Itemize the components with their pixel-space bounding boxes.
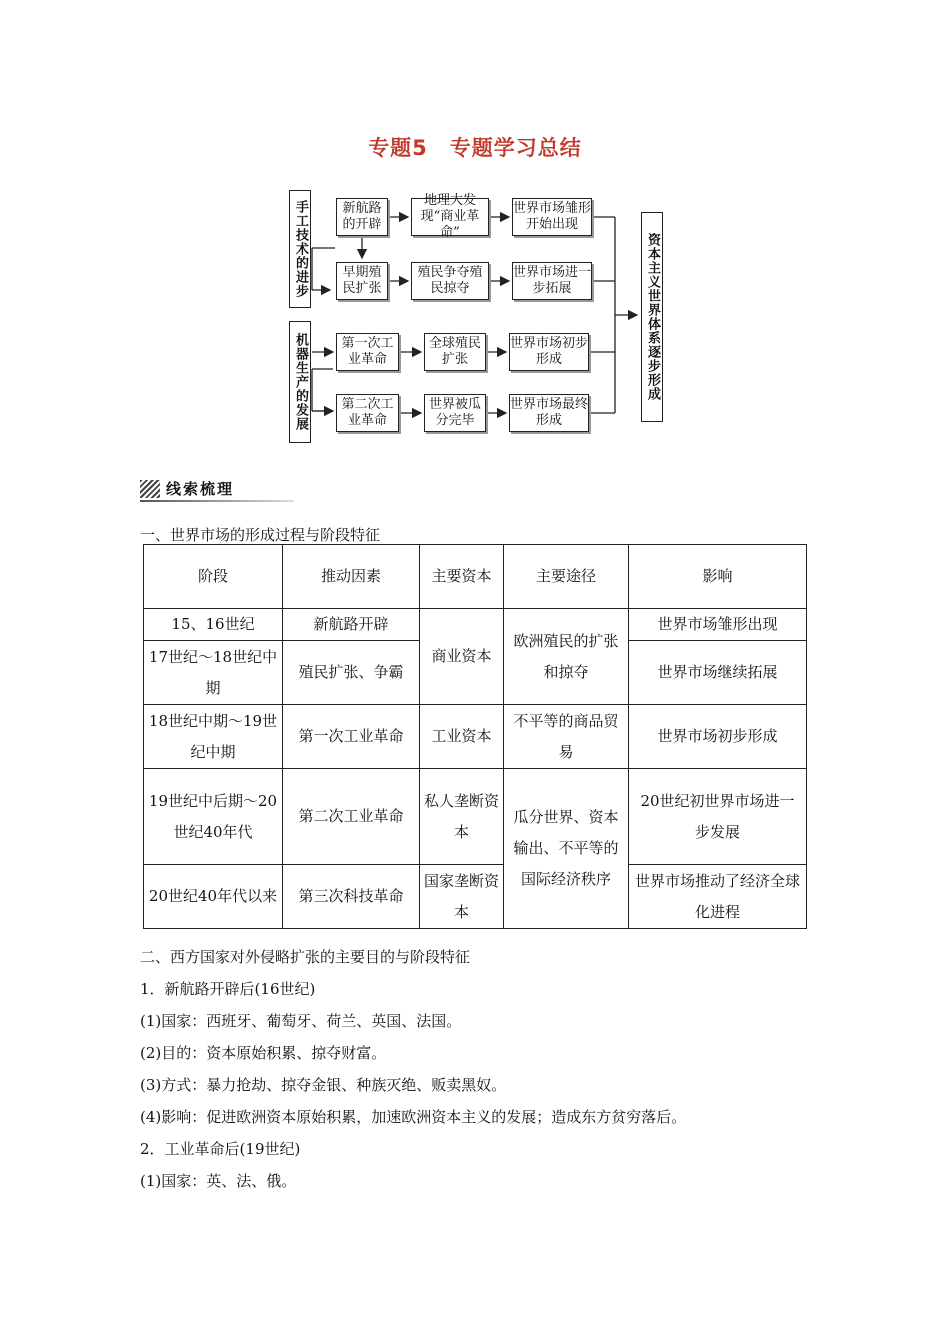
node-new-route: 新航路的开辟 xyxy=(336,198,388,236)
table-cell: 世界市场推动了经济全球化进程 xyxy=(629,865,807,929)
table-row xyxy=(144,609,807,641)
table-cell: 18世纪中期～19世纪中期 xyxy=(144,705,283,769)
node-market-final: 世界市场最终形成 xyxy=(509,394,589,432)
table-header-cell: 影响 xyxy=(629,545,807,609)
table-cell: 第三次科技革命 xyxy=(283,865,420,929)
table-cell: 15、16世纪 xyxy=(144,609,283,641)
node-colonial-contest: 殖民争夺殖民掠夺 xyxy=(411,262,489,300)
table-cell: 20世纪40年代以来 xyxy=(144,865,283,929)
node-market-initial: 世界市场初步形成 xyxy=(509,333,589,371)
text-line: (1)国家：西班牙、葡萄牙、荷兰、英国、法国。 xyxy=(140,1012,462,1030)
node-early-colonial: 早期殖民扩张 xyxy=(336,262,388,300)
table-header-cell: 阶段 xyxy=(144,545,283,609)
node-discovery: 地理大发现“商业革命” xyxy=(411,198,489,236)
table-cell: 19世纪中后期～20世纪40年代 xyxy=(144,769,283,865)
table-cell: 世界市场初步形成 xyxy=(629,705,807,769)
node-world-divided: 世界被瓜分完毕 xyxy=(424,394,486,432)
table-cell: 新航路开辟 xyxy=(283,609,420,641)
table-row xyxy=(144,705,807,769)
table-row xyxy=(144,769,807,865)
table-cell: 国家垄断资本 xyxy=(420,865,504,929)
table-cell: 瓜分世界、资本输出、不平等的国际经济秩序 xyxy=(504,769,629,929)
table-cell: 第一次工业革命 xyxy=(283,705,420,769)
table-row xyxy=(144,865,807,929)
node-market-expand: 世界市场进一步拓展 xyxy=(512,262,592,300)
text-line: (1)国家：英、法、俄。 xyxy=(140,1172,297,1190)
market-formation-table xyxy=(143,544,807,929)
table-cell: 欧洲殖民的扩张和掠夺 xyxy=(504,609,629,705)
table-cell: 17世纪～18世纪中期 xyxy=(144,641,283,705)
table-cell: 不平等的商品贸易 xyxy=(504,705,629,769)
node-first-industrial: 第一次工业革命 xyxy=(336,333,399,371)
text-line: 1．新航路开辟后(16世纪) xyxy=(140,980,316,998)
text-line: 2．工业革命后(19世纪) xyxy=(140,1140,301,1158)
right-result-box: 资本主义世界体系逐步形成 xyxy=(641,212,663,422)
concept-diagram xyxy=(0,0,950,460)
table-header-cell: 主要资本 xyxy=(420,545,504,609)
table-cell: 世界市场雏形出现 xyxy=(629,609,807,641)
stripe-icon xyxy=(140,480,160,498)
table-cell: 工业资本 xyxy=(420,705,504,769)
table-header-row xyxy=(144,545,807,609)
table-header-cell: 推动因素 xyxy=(283,545,420,609)
section-underline xyxy=(140,500,294,502)
table-cell: 20世纪初世界市场进一步发展 xyxy=(629,769,807,865)
page-title: 专题5 专题学习总结 xyxy=(368,136,582,160)
text-line: (3)方式：暴力抢劫、掠夺金银、种族灭绝、贩卖黑奴。 xyxy=(140,1076,507,1094)
heading-1: 一、世界市场的形成过程与阶段特征 xyxy=(140,526,381,544)
table-cell: 私人垄断资本 xyxy=(420,769,504,865)
text-line: (4)影响：促进欧洲资本原始积累，加速欧洲资本主义的发展；造成东方贫穷落后。 xyxy=(140,1108,687,1126)
table-cell: 世界市场继续拓展 xyxy=(629,641,807,705)
table-cell: 殖民扩张、争霸 xyxy=(283,641,420,705)
table-header-cell: 主要途径 xyxy=(504,545,629,609)
heading-2: 二、西方国家对外侵略扩张的主要目的与阶段特征 xyxy=(140,948,471,966)
table-cell: 第二次工业革命 xyxy=(283,769,420,865)
text-line: (2)目的：资本原始积累、掠夺财富。 xyxy=(140,1044,387,1062)
section-header-label: 线索梳理 xyxy=(166,480,235,498)
section-header xyxy=(140,478,294,502)
node-market-embryo: 世界市场雏形开始出现 xyxy=(512,198,592,236)
table-cell: 商业资本 xyxy=(420,609,504,705)
node-global-colonial: 全球殖民扩张 xyxy=(424,333,486,371)
node-second-industrial: 第二次工业革命 xyxy=(336,394,399,432)
left-category-top: 手工技术的进步 xyxy=(289,190,311,308)
left-category-bottom: 机器生产的发展 xyxy=(289,321,311,443)
